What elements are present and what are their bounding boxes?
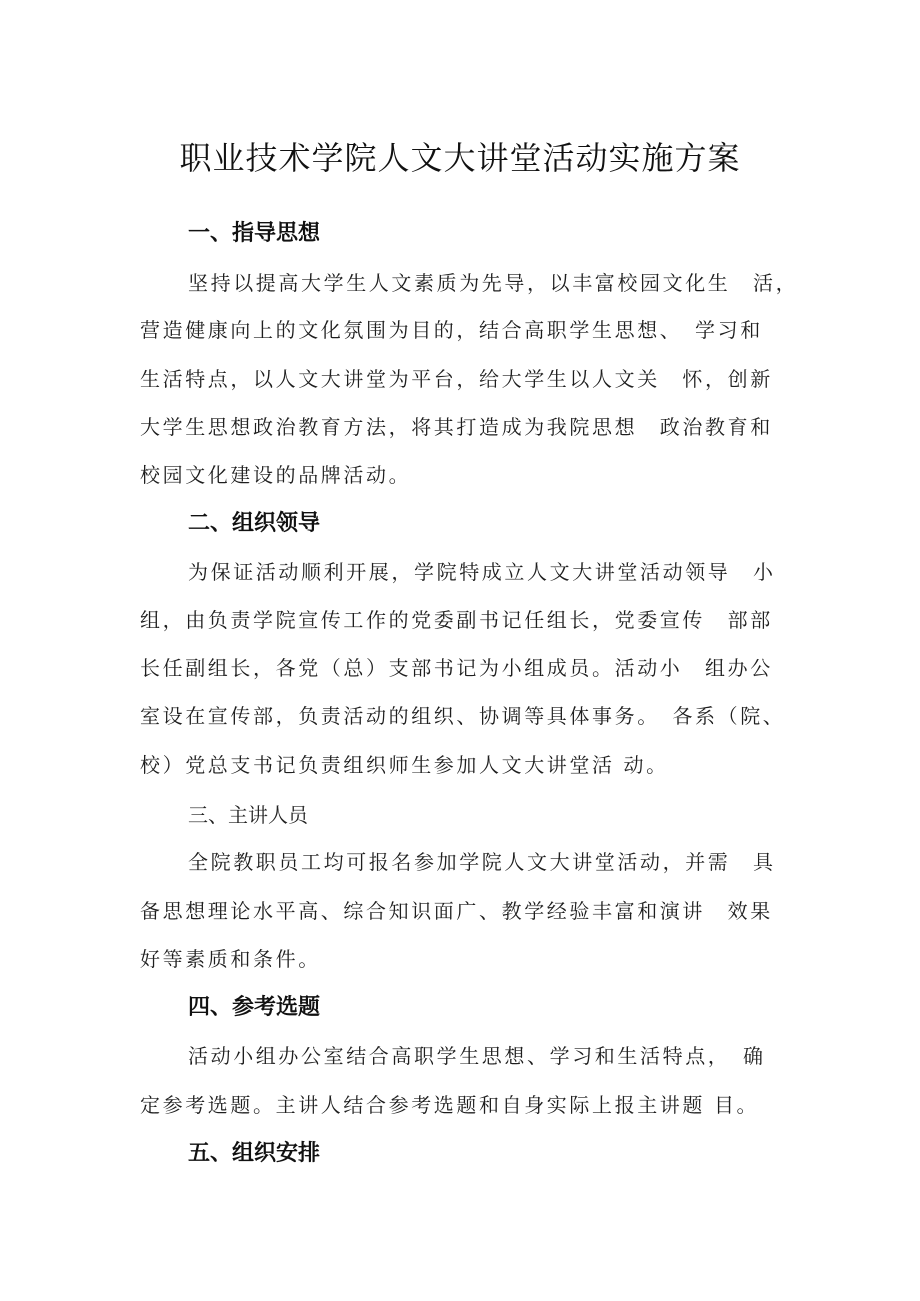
paragraph-line: 校）党总支书记负责组织师生参加人文大讲堂活 动。 [140, 753, 669, 777]
paragraph-line: 坚持以提高大学生人文素质为先导，以丰富校园文化生 活， [188, 271, 799, 295]
document-title: 职业技术学院人文大讲堂活动实施方案 [179, 139, 741, 177]
paragraph-line: 长任副组长，各党（总）支部书记为小组成员。活动小 组办公 [140, 656, 773, 680]
paragraph-line: 好等素质和条件。 [140, 947, 321, 971]
paragraph-line: 备思想理论水平高、综合知识面广、教学经验丰富和演讲 效果 [140, 899, 773, 923]
paragraph-line: 定参考选题。主讲人结合参考选题和自身实际上报主讲题 目。 [140, 1093, 760, 1117]
paragraph-line: 营造健康向上的文化氛围为目的，结合高职学生思想、 学习和 [140, 318, 763, 342]
paragraph-line: 室设在宣传部，负责活动的组织、协调等具体事务。 各系（院、 [140, 704, 786, 728]
section-heading-topics: 四、参考选题 [188, 995, 321, 1020]
paragraph-line: 全院教职员工均可报名参加学院人文大讲堂活动，并需 具 [188, 850, 776, 874]
section-heading-organization: 二、组织领导 [188, 511, 321, 536]
paragraph-line: 大学生思想政治教育方法，将其打造成为我院思想 政治教育和 [140, 415, 773, 439]
paragraph-line: 活动小组办公室结合高职学生思想、学习和生活特点， 确 [188, 1044, 766, 1068]
paragraph-line: 为保证活动顺利开展，学院特成立人文大讲堂活动领导 小 [188, 560, 776, 584]
section-heading-guiding-ideology: 一、指导思想 [188, 221, 321, 246]
paragraph-line: 生活特点，以人文大讲堂为平台，给大学生以人文关 怀，创新 [140, 367, 773, 391]
paragraph-line: 校园文化建设的品牌活动。 [140, 463, 412, 487]
section-heading-arrangement: 五、组织安排 [188, 1141, 321, 1166]
section-heading-speakers: 三、主讲人员 [188, 803, 308, 827]
paragraph-line: 组，由负责学院宣传工作的党委副书记任组长，党委宣传 部部 [140, 608, 773, 632]
